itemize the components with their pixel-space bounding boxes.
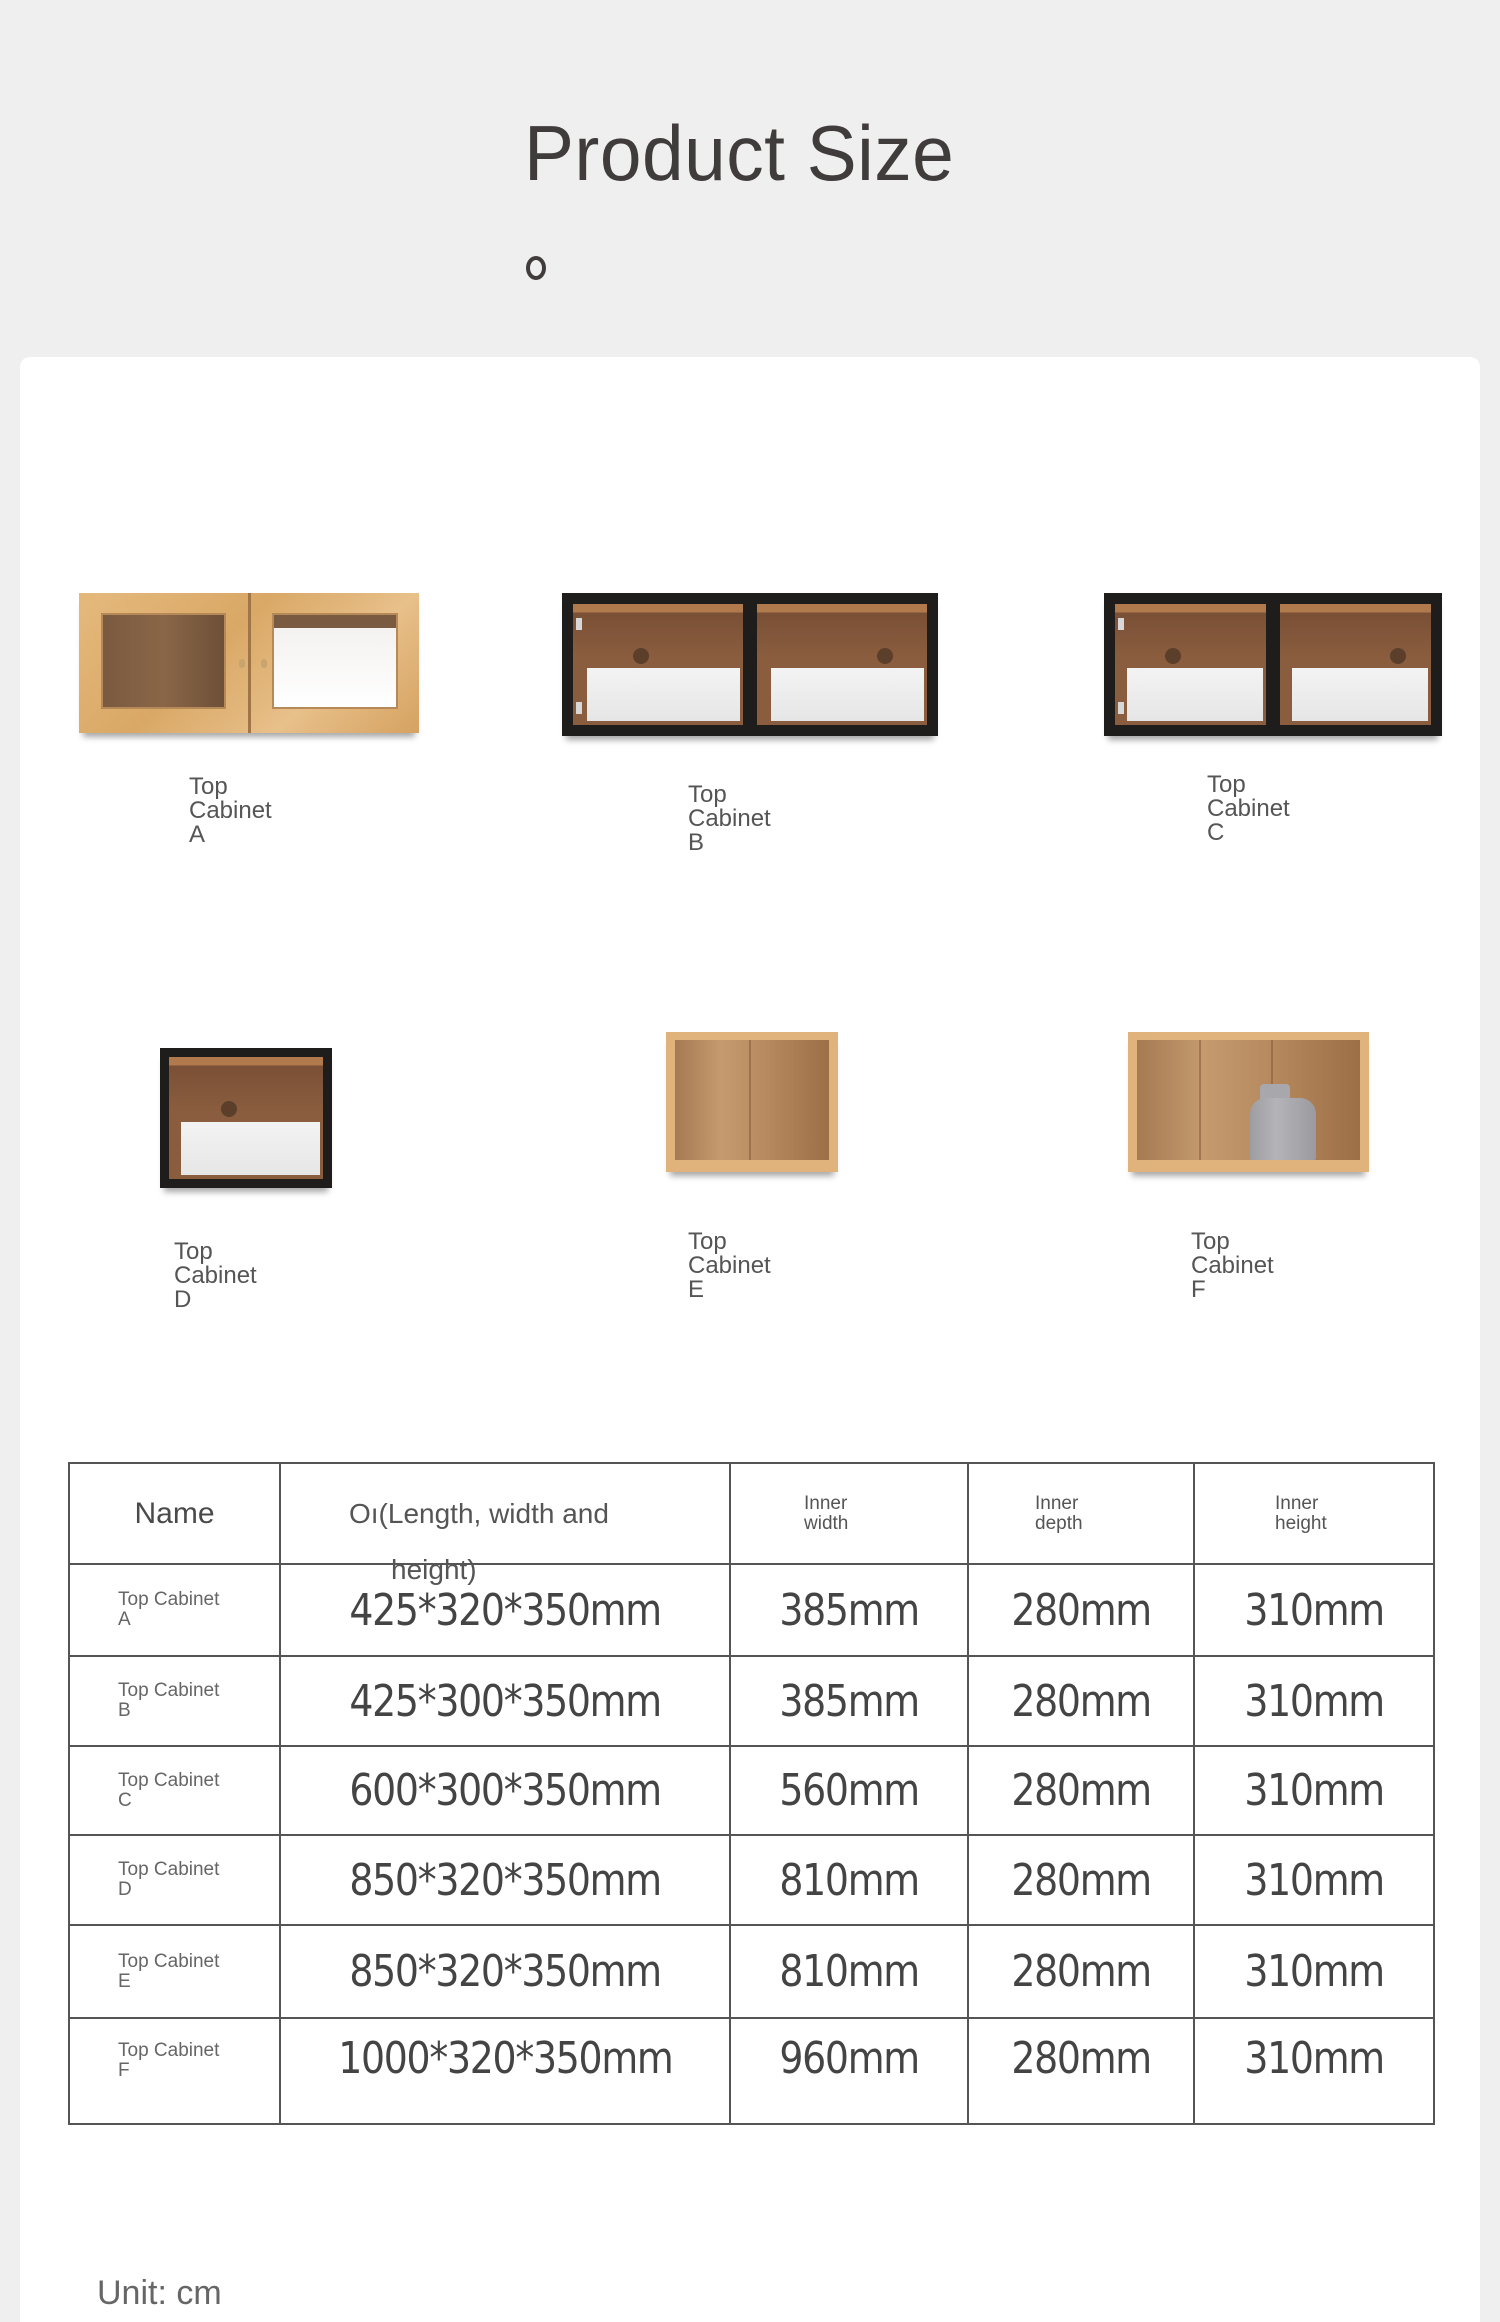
outer-value: 850*320*350mm — [349, 1854, 661, 1906]
outer-value: 1000*320*350mm — [337, 2033, 673, 2084]
inner-depth-value: 280mm — [1011, 1584, 1151, 1636]
shelf-pin — [1165, 648, 1181, 664]
knob-icon — [239, 659, 245, 668]
label-line2: F — [1191, 1276, 1206, 1303]
inner-width-value: 560mm — [779, 1765, 919, 1816]
inner-depth-value: 280mm — [1011, 1765, 1151, 1816]
cell-outer-size — [280, 1746, 730, 1835]
table-row — [69, 1835, 1434, 1925]
cell-inner-width — [730, 2018, 968, 2124]
name-line1: Top Cabinet — [118, 1769, 220, 1791]
label-line2: A — [189, 821, 206, 848]
product-label-b — [688, 783, 771, 855]
label-line1: Top Cabinet — [189, 773, 272, 824]
panel-seam — [749, 1040, 751, 1160]
product-label-e — [688, 1230, 771, 1302]
label-line2: E — [688, 1276, 705, 1303]
hinge-icon — [1118, 702, 1124, 714]
size-table — [68, 1462, 1435, 2125]
cell-outer-size — [280, 1925, 730, 2018]
inner-width-value: 960mm — [779, 2033, 919, 2084]
name-line2: B — [118, 1700, 131, 1721]
inner-width-value: 385mm — [779, 1675, 919, 1727]
header-line2: depth — [1035, 1512, 1083, 1534]
name-line2: E — [118, 1970, 131, 1992]
inner-width-value: 385mm — [779, 1584, 919, 1636]
header-outer-line2: height) — [391, 1554, 477, 1585]
hinge-icon — [576, 618, 582, 630]
storage-box — [1127, 668, 1263, 721]
cell-name — [69, 2018, 280, 2124]
header-line1: Inner — [804, 1492, 848, 1514]
inner-height-value: 310mm — [1244, 1675, 1384, 1727]
door-split — [248, 593, 251, 733]
cell-name — [69, 1835, 280, 1925]
cell-inner-height — [1194, 1925, 1434, 2018]
inner-width-value: 810mm — [779, 1946, 919, 1997]
cell-inner-height — [1194, 1656, 1434, 1746]
label-line1: Top Cabinet B — [688, 781, 771, 856]
table-header-row — [69, 1463, 1434, 1564]
cell-inner-depth — [968, 1656, 1194, 1746]
outer-value: 600*300*350mm — [349, 1765, 661, 1816]
cell-name — [69, 1564, 280, 1656]
title-dot — [526, 256, 546, 280]
product-label-c — [1207, 773, 1290, 845]
product-image-b — [562, 593, 938, 736]
shelf-pin — [877, 648, 893, 664]
hinge-icon — [1118, 618, 1124, 630]
inner-depth-value: 280mm — [1011, 1854, 1151, 1906]
cell-inner-height — [1194, 2018, 1434, 2124]
table-row — [69, 2018, 1434, 2124]
table-row — [69, 1656, 1434, 1746]
header-line1: Inner — [1035, 1492, 1079, 1514]
label-line1: Top Cabinet — [1191, 1228, 1274, 1279]
product-image-a — [79, 593, 419, 733]
table-row — [69, 1925, 1434, 2018]
name-line2: C — [118, 1789, 132, 1811]
unit-note: Unit: cm — [97, 2274, 222, 2312]
glass-door-right — [1275, 599, 1436, 730]
cell-inner-depth — [968, 1925, 1194, 2018]
knob-icon — [261, 659, 267, 668]
cell-name — [69, 1925, 280, 2018]
outer-value: 850*320*350mm — [349, 1946, 661, 1997]
product-label-d — [174, 1240, 257, 1312]
cell-outer-size — [280, 1564, 730, 1656]
inner-depth-value: 280mm — [1011, 1675, 1151, 1727]
cell-inner-height — [1194, 1746, 1434, 1835]
storage-box — [587, 668, 740, 721]
storage-box — [181, 1122, 320, 1176]
inner-depth-value: 280mm — [1011, 1946, 1151, 1997]
name-line1: Top Cabinet — [118, 1950, 220, 1972]
product-label-a — [189, 775, 272, 847]
name-line2: F — [118, 2060, 130, 2081]
label-line1: Top Cabinet — [1207, 771, 1290, 822]
page-title: Product Size — [524, 109, 955, 197]
name-line1: Top Cabinet — [118, 1680, 220, 1701]
inner-height-value: 310mm — [1244, 1584, 1384, 1636]
shelf-interior — [1137, 1040, 1360, 1160]
cell-inner-width — [730, 1746, 968, 1835]
cell-inner-depth — [968, 2018, 1194, 2124]
glass-door — [164, 1052, 328, 1184]
header-inner-height — [1194, 1463, 1434, 1564]
cell-inner-width — [730, 1656, 968, 1746]
table-row — [69, 1564, 1434, 1656]
outer-value: 425*320*350mm — [349, 1584, 661, 1636]
product-image-f — [1128, 1032, 1369, 1172]
cell-name — [69, 1656, 280, 1746]
inner-height-value: 310mm — [1244, 1946, 1384, 1997]
cell-inner-depth — [968, 1564, 1194, 1656]
cell-outer-size — [280, 1835, 730, 1925]
header-inner-width — [730, 1463, 968, 1564]
cell-outer-size — [280, 1656, 730, 1746]
inner-height-value: 310mm — [1244, 1854, 1384, 1906]
cell-outer-size — [280, 2018, 730, 2124]
header-outer-size — [280, 1463, 730, 1585]
shelf-interior — [675, 1040, 829, 1160]
header-inner-depth — [968, 1463, 1194, 1564]
shelf-pin — [1390, 648, 1406, 664]
glass-door-right — [752, 599, 932, 730]
label-line2: C — [1207, 819, 1225, 846]
vase-body — [1250, 1098, 1316, 1160]
cell-inner-height — [1194, 1835, 1434, 1925]
cell-inner-width — [730, 1835, 968, 1925]
storage-box — [771, 668, 924, 721]
name-line1: Top Cabinet — [118, 2040, 220, 2061]
storage-box — [1292, 668, 1428, 721]
label-line1: Top Cabinet D — [174, 1238, 257, 1313]
inner-depth-value: 280mm — [1011, 2033, 1151, 2084]
header-line2: width — [804, 1512, 849, 1534]
cell-inner-depth — [968, 1746, 1194, 1835]
inner-width-value: 810mm — [779, 1854, 919, 1906]
cell-inner-depth — [968, 1835, 1194, 1925]
cell-name — [69, 1746, 280, 1835]
name-line1: Top Cabinet — [118, 1589, 220, 1610]
glass-door-left — [1110, 599, 1271, 730]
inner-height-value: 310mm — [1244, 2033, 1384, 2084]
outer-value: 425*300*350mm — [349, 1675, 661, 1727]
name-line2: D — [118, 1879, 132, 1900]
panel-seam — [1199, 1040, 1201, 1160]
product-image-e — [666, 1032, 838, 1172]
header-outer-line1: Oı(Length, width and — [349, 1497, 609, 1529]
product-image-c — [1104, 593, 1442, 736]
label-line1: Top Cabinet — [688, 1228, 771, 1279]
name-line2: A — [118, 1609, 131, 1630]
header-line2: height — [1275, 1512, 1327, 1534]
shelf-pin — [221, 1101, 237, 1117]
header-line1: Inner — [1275, 1492, 1319, 1514]
product-image-d — [160, 1048, 332, 1188]
glass-door-left — [101, 613, 226, 709]
inner-height-value: 310mm — [1244, 1765, 1384, 1816]
glass-door-right — [272, 613, 398, 709]
cell-inner-width — [730, 1564, 968, 1656]
header-name: Name — [69, 1463, 280, 1564]
hinge-icon — [576, 702, 582, 714]
product-label-f — [1191, 1230, 1274, 1302]
cell-inner-height — [1194, 1564, 1434, 1656]
table-row — [69, 1746, 1434, 1835]
shelf-pin — [633, 648, 649, 664]
name-line1: Top Cabinet — [118, 1859, 220, 1880]
glass-door-left — [568, 599, 748, 730]
cell-inner-width — [730, 1925, 968, 2018]
